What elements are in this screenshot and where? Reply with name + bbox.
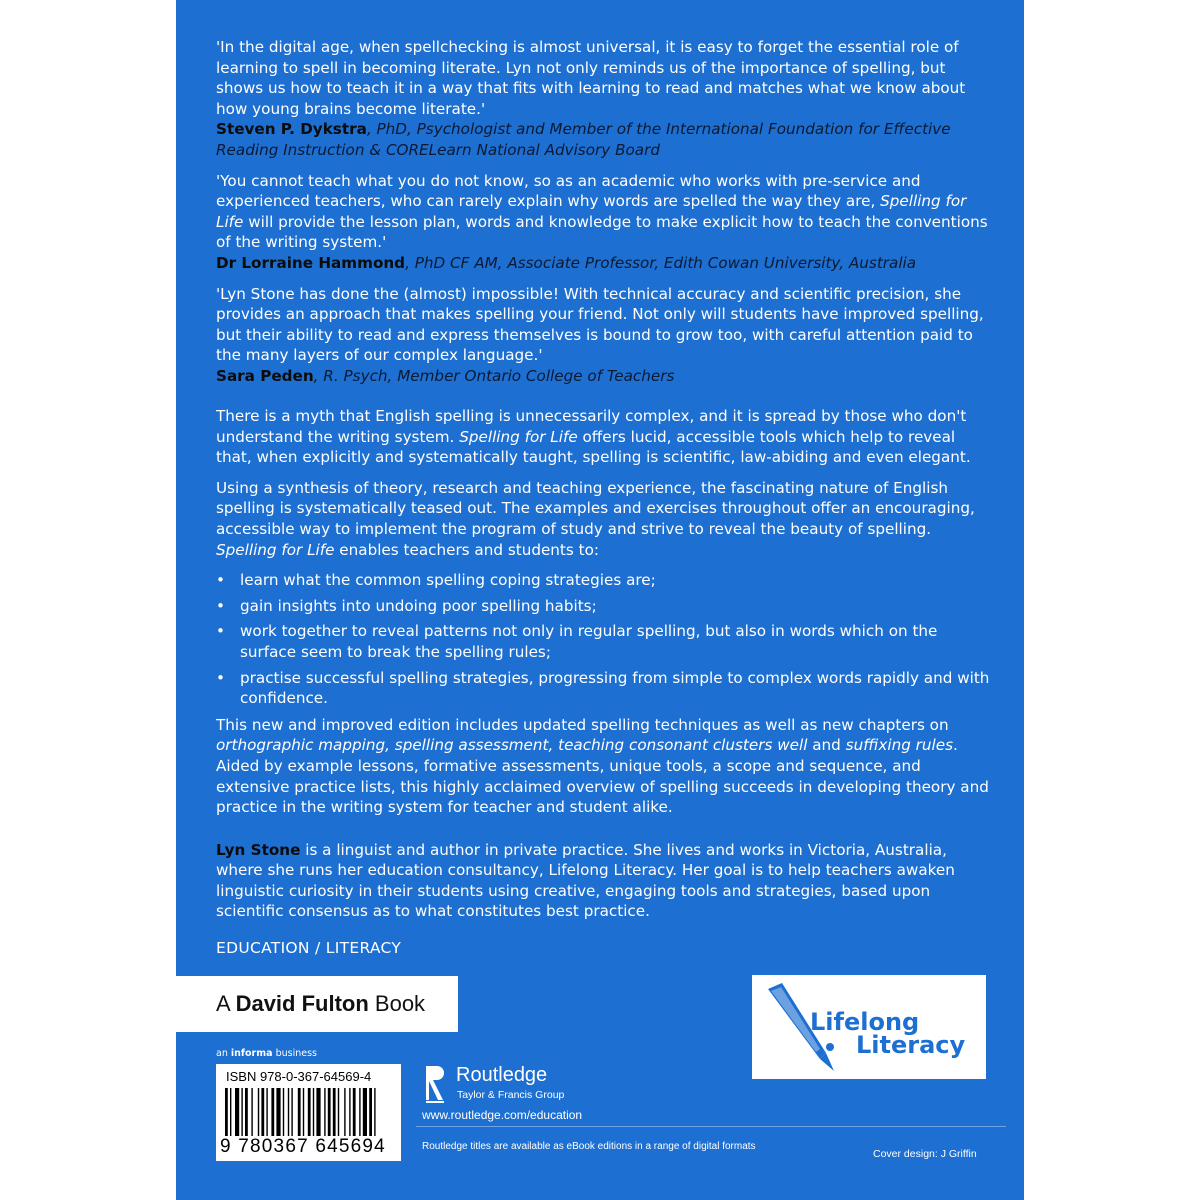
endorsements: [216, 37, 991, 397]
endorsement-1: [216, 37, 991, 161]
barcode-icon: [225, 1088, 391, 1136]
description-text: offers lucid, accessible tools which help to reveal that, when explicitly and systematically taught, spelling is scientific, law-abiding and even elegant.: [216, 427, 971, 467]
quote-credentials: , R. Psych, Member Ontario College of Teachers: [313, 366, 675, 385]
subject-category: EDUCATION / LITERACY: [216, 939, 402, 957]
book-description: [216, 406, 991, 932]
quote-text: [216, 171, 991, 253]
endorsement-2: [216, 171, 991, 274]
endorsement-3: [216, 284, 991, 387]
divider: [416, 1126, 1006, 1127]
list-item: • practise successful spelling strategies, progressing from simple to complex words rapidly and with confidence.: [216, 668, 991, 709]
author-bio: [216, 840, 991, 922]
description-text: enables teachers and students to:: [334, 540, 599, 559]
quote-author: Sara Peden: [216, 366, 314, 385]
author-name: Lyn Stone: [216, 840, 301, 859]
description-text: Using a synthesis of theory, research and teaching experience, the fascinating nature of English spelling is systematically teased out. The examples and exercises throughout offer an encouraging, accessible way to implement the program of study and strive to reveal the beauty of spelling.: [216, 478, 975, 538]
quote-attribution: [216, 366, 991, 387]
list-item: • work together to reveal patterns not only in regular spelling, but also in words which on the surface seem to break the spelling rules;: [216, 621, 991, 662]
logo-word-lifelong: Lifelong: [810, 1008, 920, 1036]
quote-credentials: , PhD CF AM, Associate Professor, Edith Cowan University, Australia: [405, 253, 917, 272]
informa-prefix: an: [216, 1048, 231, 1059]
publisher-group: Taylor & Francis Group: [457, 1089, 565, 1101]
imprint-suffix: Book: [368, 991, 426, 1016]
quote-attribution: [216, 119, 991, 160]
quote-credentials: , PhD, Psychologist and Member of the International Foundation for Effective Reading Instruction & CORELearn National Advisory Board: [216, 120, 951, 159]
quote-text-part: 'You cannot teach what you do not know, so as an academic who works with pre-service and experienced teachers, who can rarely explain why words are spelled the way they are,: [216, 171, 921, 211]
imprint-prefix: A: [216, 991, 236, 1016]
routledge-logo-icon: [422, 1062, 448, 1104]
benefit-list: [216, 570, 991, 709]
back-cover: [176, 0, 1024, 1200]
informa-brand: informa: [230, 1048, 273, 1059]
quote-attribution: [216, 253, 991, 274]
logo-word-literacy: Literacy: [856, 1031, 966, 1059]
author-bio-text: is a linguist and author in private practice. She lives and works in Victoria, Australia, where she runs her education consultancy, Lifelong Literacy. Her goal is to help teachers awaken linguistic curiosity in their students using creative, engaging tools and strategies, based upon scientific consensus as to what constitutes best practice.: [216, 840, 955, 921]
list-item: • learn what the common spelling coping strategies are;: [216, 570, 991, 591]
description-text: This new and improved edition includes updated spelling techniques as well as new chapters on: [216, 715, 949, 734]
description-paragraph: [216, 406, 991, 468]
david-fulton-imprint: [176, 976, 458, 1032]
quote-text-part: will provide the lesson plan, words and knowledge to make explicit how to teach the conventions of the writing system.': [216, 212, 988, 252]
publisher-url[interactable]: www.routledge.com/education: [422, 1108, 583, 1122]
informa-suffix: business: [272, 1048, 317, 1059]
quote-author: Dr Lorraine Hammond: [216, 253, 406, 272]
book-title-italic: Spelling for Life: [459, 427, 578, 446]
informa-business-label: [216, 1048, 317, 1059]
description-paragraph: [216, 715, 991, 818]
quote-text: 'Lyn Stone has done the (almost) impossible! With technical accuracy and scientific precision, she provides an approach that makes spelling your friend. Not only will students have improved spelling, but their ability to read and express themselves is bound to grow too, with careful attention paid to the many layers of our complex language.': [216, 284, 984, 365]
publisher-name: Routledge: [456, 1064, 548, 1086]
book-title-italic: Spelling for Life: [216, 540, 335, 559]
book-title-italic: Spelling for Life: [216, 192, 967, 231]
description-text: and: [807, 736, 846, 755]
chapter-list-italic: orthographic mapping, spelling assessment, teaching consonant clusters well: [216, 736, 808, 755]
quote-text: 'In the digital age, when spellchecking is almost universal, it is easy to forget the essential role of learning to spell in becoming literate. Lyn not only reminds us of the importance of spelling, but shows us how to teach it in a way that fits with learning to read and matches what we know about how young brains become literate.': [216, 38, 966, 118]
chapter-italic: suffixing rules: [845, 736, 954, 755]
description-paragraph: [216, 478, 991, 560]
barcode-digits: 9 780367 645694: [220, 1136, 386, 1157]
description-text: There is a myth that English spelling is unnecessarily complex, and it is spread by those who don't understand the writing system.: [216, 407, 967, 446]
isbn-barcode-box: [216, 1064, 401, 1161]
cover-credit: Cover design: J Griffin: [873, 1148, 977, 1160]
imprint-name: David Fulton: [235, 991, 369, 1016]
description-text: . Aided by example lessons, formative assessments, unique tools, a scope and sequence, and extensive practice lists, this highly acclaimed overview of spelling succeeds in developing theory and practice in the writing system for teacher and student alike.: [216, 736, 989, 817]
list-item: • gain insights into undoing poor spelling habits;: [216, 596, 991, 617]
isbn-label: ISBN 978-0-367-64569-4: [226, 1069, 372, 1084]
lifelong-literacy-logo: [752, 975, 986, 1079]
ebook-note: Routledge titles are available as eBook editions in a range of digital formats: [422, 1141, 756, 1152]
quote-author: Steven P. Dykstra: [216, 120, 367, 139]
